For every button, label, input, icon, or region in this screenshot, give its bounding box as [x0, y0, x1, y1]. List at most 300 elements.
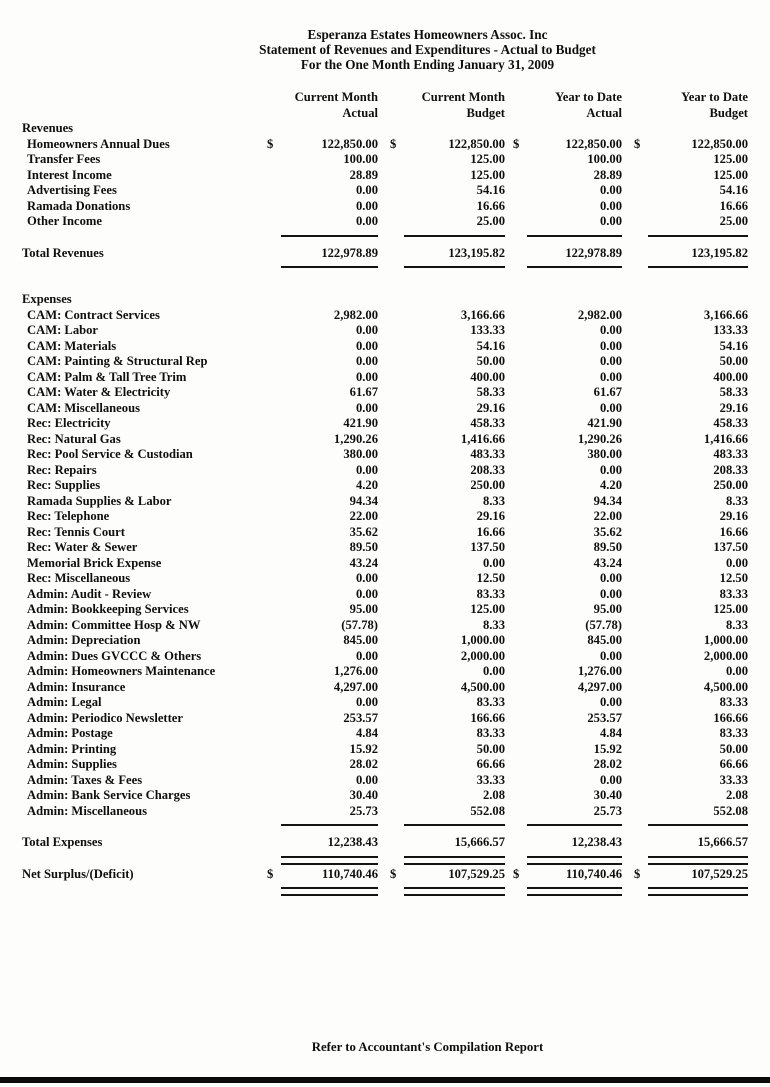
cell-value: 0.00: [599, 369, 622, 384]
cell-value: 94.34: [349, 493, 378, 508]
cell-value: 0.00: [599, 183, 622, 197]
dollar-sign: [505, 168, 527, 184]
cell-value: 380.00: [587, 447, 622, 461]
document-header: [22, 27, 748, 72]
dollar-sign: [267, 757, 281, 773]
table-row: [22, 199, 748, 215]
cell-value: 12.50: [476, 571, 505, 585]
cell-value: 208.33: [713, 462, 748, 477]
dollar-sign: $: [267, 866, 274, 881]
dollar-sign: [505, 649, 527, 665]
net-surplus-row: [22, 867, 748, 883]
dollar-sign: [622, 757, 648, 773]
row-label: Net Surplus/(Deficit): [22, 866, 134, 881]
dollar-sign: [267, 494, 281, 510]
dollar-sign: [622, 354, 648, 370]
cell-value: 4.84: [599, 726, 622, 740]
dollar-sign: $: [634, 136, 641, 151]
cell-value: 22.00: [593, 509, 622, 523]
cell-value: 0.00: [355, 571, 378, 585]
dollar-sign: [378, 556, 404, 572]
table-row: [22, 571, 748, 587]
dollar-sign: [622, 649, 648, 665]
dollar-sign: [505, 370, 527, 386]
cell-value: 380.00: [343, 447, 378, 461]
dollar-sign: [267, 432, 281, 448]
statement-title: Statement of Revenues and Expenditures - Actual to Budget: [259, 42, 596, 57]
cell-value: 0.00: [599, 338, 622, 353]
dollar-sign: [267, 199, 281, 215]
cell-value: 0.00: [725, 664, 748, 678]
cell-value: 28.02: [593, 757, 622, 771]
cell-value: 83.33: [719, 695, 748, 709]
table-row: [22, 587, 748, 603]
expenses-section-header: [22, 292, 748, 308]
dollar-sign: [267, 447, 281, 463]
cell-value: 1,000.00: [703, 633, 748, 647]
cell-value: 0.00: [599, 462, 622, 477]
page-edge-bar: [0, 1077, 770, 1083]
row-label: Transfer Fees: [27, 152, 101, 166]
cell-value: 54.16: [719, 338, 748, 353]
dollar-sign: [378, 463, 404, 479]
dollar-sign: [505, 308, 527, 324]
cell-value: 50.00: [476, 354, 505, 368]
table-row: [22, 478, 748, 494]
cell-value: 122,978.89: [565, 245, 622, 260]
cell-value: 4.84: [355, 726, 378, 740]
dollar-sign: [622, 633, 648, 649]
cell-value: 58.33: [476, 385, 505, 399]
dollar-sign: [267, 695, 281, 711]
table-row: [22, 494, 748, 510]
cell-value: 15.92: [349, 741, 378, 756]
rule-row: [22, 232, 748, 242]
cell-value: 166.66: [713, 710, 748, 725]
cell-value: 253.57: [587, 710, 622, 725]
row-label: Homeowners Annual Dues: [27, 136, 170, 151]
cell-value: 4,297.00: [577, 679, 622, 694]
dollar-sign: [622, 339, 648, 355]
cell-value: 50.00: [476, 741, 505, 756]
cell-value: 15,666.57: [697, 835, 748, 849]
cell-value: (57.78): [341, 617, 378, 632]
cell-value: 1,416.66: [460, 431, 505, 446]
dollar-sign: [622, 587, 648, 603]
dollar-sign: [505, 183, 527, 199]
table-row: [22, 509, 748, 525]
cell-value: 29.16: [719, 509, 748, 523]
dollar-sign: [378, 602, 404, 618]
cell-value: 16.66: [476, 198, 505, 213]
cell-value: 54.16: [476, 183, 505, 197]
dollar-sign: $: [267, 136, 274, 151]
row-label: Rec: Supplies: [27, 478, 101, 492]
dollar-sign: [622, 509, 648, 525]
cell-value: 29.16: [719, 400, 748, 415]
cell-value: 421.90: [587, 416, 622, 430]
org-name: Esperanza Estates Homeowners Assoc. Inc: [307, 27, 548, 42]
dollar-sign: [378, 401, 404, 417]
cell-value: 25.73: [349, 803, 378, 818]
cell-value: 552.08: [470, 803, 505, 818]
dollar-sign: [378, 183, 404, 199]
dollar-sign: [267, 556, 281, 572]
cell-value: 0.00: [355, 695, 378, 709]
table-row: [22, 416, 748, 432]
revenue-rows: [22, 137, 748, 230]
cell-value: 4,500.00: [460, 679, 505, 694]
cell-value: 0.00: [599, 648, 622, 663]
dollar-sign: [505, 416, 527, 432]
cell-value: 2,982.00: [333, 307, 378, 322]
cell-value: 250.00: [470, 478, 505, 492]
row-label: Admin: Legal: [27, 695, 102, 709]
dollar-sign: [267, 308, 281, 324]
cell-value: 458.33: [713, 416, 748, 430]
cell-value: 253.57: [343, 710, 378, 725]
col-header-ytd-budget: Year to Date Budget: [681, 90, 748, 120]
dollar-sign: [378, 540, 404, 556]
cell-value: 107,529.25: [691, 866, 748, 881]
cell-value: 35.62: [593, 524, 622, 539]
cell-value: 43.24: [349, 555, 378, 570]
cell-value: 0.00: [355, 369, 378, 384]
rule-row: [22, 263, 748, 273]
dollar-sign: [378, 447, 404, 463]
table-row: [22, 602, 748, 618]
cell-value: (57.78): [585, 617, 622, 632]
cell-value: 50.00: [719, 354, 748, 368]
dollar-sign: [267, 463, 281, 479]
dollar-sign: [505, 323, 527, 339]
dollar-sign: [622, 742, 648, 758]
cell-value: 28.89: [593, 167, 622, 182]
cell-value: 43.24: [593, 555, 622, 570]
dollar-sign: [622, 571, 648, 587]
dollar-sign: [622, 726, 648, 742]
row-label: Admin: Printing: [27, 741, 117, 756]
cell-value: 8.33: [482, 617, 505, 632]
cell-value: 25.73: [593, 803, 622, 818]
cell-value: 8.33: [725, 617, 748, 632]
cell-value: 0.00: [355, 214, 378, 228]
cell-value: 122,978.89: [321, 245, 378, 260]
dollar-sign: [622, 711, 648, 727]
cell-value: 2,000.00: [703, 648, 748, 663]
cell-value: 4.20: [355, 478, 378, 492]
cell-value: 1,000.00: [460, 633, 505, 647]
table-row: [22, 370, 748, 386]
row-label: Ramada Supplies & Labor: [27, 493, 172, 508]
dollar-sign: [378, 633, 404, 649]
cell-value: 89.50: [593, 540, 622, 554]
dollar-sign: $: [513, 136, 520, 151]
dollar-sign: [378, 494, 404, 510]
dollar-sign: [622, 494, 648, 510]
double-rule-row: [22, 884, 748, 894]
dollar-sign: [378, 168, 404, 184]
dollar-sign: [505, 339, 527, 355]
cell-value: 0.00: [599, 323, 622, 337]
row-label: Admin: Insurance: [27, 679, 126, 694]
cell-value: 4.20: [599, 478, 622, 492]
cell-value: 0.00: [355, 772, 378, 787]
column-header-row: [22, 90, 748, 121]
dollar-sign: [378, 432, 404, 448]
cell-value: 2.08: [725, 788, 748, 802]
table-row: [22, 323, 748, 339]
dollar-sign: [267, 680, 281, 696]
table-row: [22, 525, 748, 541]
cell-value: 8.33: [725, 493, 748, 508]
cell-value: 50.00: [719, 741, 748, 756]
cell-value: 83.33: [719, 586, 748, 601]
dollar-sign: [267, 385, 281, 401]
dollar-sign: [622, 416, 648, 432]
dollar-sign: [505, 618, 527, 634]
dollar-sign: [505, 602, 527, 618]
dollar-sign: [622, 773, 648, 789]
cell-value: 0.00: [355, 462, 378, 477]
cell-value: 25.00: [476, 214, 505, 228]
cell-value: 3,166.66: [460, 307, 505, 322]
cell-value: 125.00: [713, 602, 748, 616]
cell-value: 66.66: [476, 757, 505, 771]
cell-value: 458.33: [470, 416, 505, 430]
dollar-sign: [267, 664, 281, 680]
dollar-sign: [267, 354, 281, 370]
row-label: Rec: Water & Sewer: [27, 540, 138, 554]
expense-rows: [22, 308, 748, 820]
row-label: CAM: Miscellaneous: [27, 400, 140, 415]
dollar-sign: [378, 788, 404, 804]
cell-value: 16.66: [719, 524, 748, 539]
cell-value: 3,166.66: [703, 307, 748, 322]
table-row: [22, 308, 748, 324]
dollar-sign: [505, 571, 527, 587]
row-label: CAM: Labor: [27, 323, 99, 337]
dollar-sign: [378, 416, 404, 432]
row-label: Admin: Homeowners Maintenance: [27, 664, 216, 678]
table-row: [22, 447, 748, 463]
cell-value: 22.00: [349, 509, 378, 523]
cell-value: 0.00: [355, 400, 378, 415]
cell-value: 61.67: [349, 385, 378, 399]
row-label: Admin: Bookkeeping Services: [27, 602, 189, 616]
row-label: Advertising Fees: [27, 183, 117, 197]
section-label: Revenues: [22, 121, 74, 135]
dollar-sign: [378, 323, 404, 339]
row-label: CAM: Painting & Structural Rep: [27, 354, 208, 368]
table-row: [22, 649, 748, 665]
cell-value: 0.00: [355, 183, 378, 197]
dollar-sign: [505, 695, 527, 711]
cell-value: 125.00: [470, 167, 505, 182]
dollar-sign: [378, 308, 404, 324]
dollar-sign: [378, 199, 404, 215]
dollar-sign: [267, 618, 281, 634]
dollar-sign: [622, 370, 648, 386]
cell-value: 0.00: [599, 571, 622, 585]
dollar-sign: [622, 525, 648, 541]
cell-value: 58.33: [719, 385, 748, 399]
footer-note: Refer to Accountant's Compilation Report: [311, 1040, 544, 1054]
dollar-sign: [622, 183, 648, 199]
cell-value: 0.00: [599, 586, 622, 601]
dollar-sign: [505, 556, 527, 572]
dollar-sign: [622, 804, 648, 820]
dollar-sign: [505, 478, 527, 494]
row-label: Admin: Miscellaneous: [27, 803, 147, 818]
cell-value: 28.89: [349, 167, 378, 182]
dollar-sign: [378, 664, 404, 680]
dollar-sign: [267, 742, 281, 758]
dollar-sign: [505, 432, 527, 448]
row-label: Admin: Depreciation: [27, 633, 141, 647]
dollar-sign: [378, 649, 404, 665]
dollar-sign: [267, 602, 281, 618]
cell-value: 12,238.43: [327, 835, 378, 849]
dollar-sign: [505, 463, 527, 479]
dollar-sign: [505, 757, 527, 773]
table-row: [22, 680, 748, 696]
cell-value: 12.50: [719, 571, 748, 585]
dollar-sign: [505, 680, 527, 696]
cell-value: 110,740.46: [322, 866, 378, 881]
dollar-sign: [622, 152, 648, 168]
cell-value: 29.16: [476, 400, 505, 415]
cell-value: 122,850.00: [565, 136, 622, 151]
dollar-sign: [622, 463, 648, 479]
cell-value: 0.00: [355, 354, 378, 368]
cell-value: 28.02: [349, 757, 378, 771]
row-label: Rec: Electricity: [27, 416, 111, 430]
dollar-sign: [378, 757, 404, 773]
cell-value: 1,290.26: [333, 431, 378, 446]
cell-value: 107,529.25: [448, 866, 505, 881]
cell-value: 0.00: [599, 354, 622, 368]
dollar-sign: [267, 711, 281, 727]
dollar-sign: [378, 804, 404, 820]
dollar-sign: [505, 152, 527, 168]
cell-value: 4,500.00: [703, 679, 748, 694]
row-label: Total Revenues: [22, 245, 104, 260]
dollar-sign: [378, 587, 404, 603]
dollar-sign: [267, 571, 281, 587]
table-row: [22, 401, 748, 417]
cell-value: 122,850.00: [691, 136, 748, 151]
total-expenses-row: [22, 835, 748, 851]
table-row: [22, 757, 748, 773]
dollar-sign: [622, 540, 648, 556]
dollar-sign: [267, 540, 281, 556]
row-label: Admin: Dues GVCCC & Others: [27, 648, 202, 663]
cell-value: 33.33: [476, 772, 505, 787]
row-label: CAM: Contract Services: [27, 307, 160, 322]
table-row: [22, 664, 748, 680]
cell-value: 123,195.82: [691, 245, 748, 260]
cell-value: 2,982.00: [577, 307, 622, 322]
dollar-sign: [622, 447, 648, 463]
cell-value: 125.00: [713, 152, 748, 166]
col-header-current-month-actual: Current Month Actual: [294, 90, 378, 120]
dollar-sign: [378, 618, 404, 634]
cell-value: 0.00: [599, 214, 622, 228]
dollar-sign: [378, 509, 404, 525]
dollar-sign: [378, 773, 404, 789]
cell-value: 100.00: [343, 152, 378, 166]
cell-value: 25.00: [719, 214, 748, 228]
cell-value: 16.66: [476, 524, 505, 539]
row-label: Rec: Natural Gas: [27, 431, 121, 446]
cell-value: 137.50: [713, 540, 748, 554]
cell-value: 12,238.43: [571, 835, 622, 849]
dollar-sign: [378, 339, 404, 355]
dollar-sign: [622, 308, 648, 324]
cell-value: 61.67: [593, 385, 622, 399]
cell-value: 0.00: [355, 323, 378, 337]
dollar-sign: [267, 587, 281, 603]
cell-value: 845.00: [343, 633, 378, 647]
dollar-sign: [267, 214, 281, 230]
dollar-sign: [267, 525, 281, 541]
dollar-sign: [378, 478, 404, 494]
cell-value: 2.08: [482, 788, 505, 802]
dollar-sign: [505, 773, 527, 789]
period-line: For the One Month Ending January 31, 2009: [300, 57, 555, 72]
col-header-ytd-actual: Year to Date Actual: [555, 90, 622, 120]
dollar-sign: [378, 695, 404, 711]
cell-value: 1,416.66: [703, 431, 748, 446]
dollar-sign: [622, 695, 648, 711]
row-label: CAM: Water & Electricity: [27, 385, 171, 399]
dollar-sign: [267, 788, 281, 804]
row-label: Admin: Committee Hosp & NW: [27, 617, 201, 632]
table-row: [22, 385, 748, 401]
dollar-sign: [505, 788, 527, 804]
dollar-sign: [267, 323, 281, 339]
dollar-sign: $: [390, 866, 397, 881]
cell-value: 208.33: [470, 462, 505, 477]
dollar-sign: [505, 354, 527, 370]
row-label: Rec: Miscellaneous: [27, 571, 131, 585]
col-header-current-month-budget: Current Month Budget: [421, 90, 505, 120]
cell-value: 166.66: [470, 710, 505, 725]
dollar-sign: [378, 711, 404, 727]
dollar-sign: [267, 152, 281, 168]
cell-value: 4,297.00: [333, 679, 378, 694]
dollar-sign: [622, 478, 648, 494]
dollar-sign: [267, 804, 281, 820]
cell-value: 1,276.00: [333, 664, 378, 678]
cell-value: 1,290.26: [577, 431, 622, 446]
dollar-sign: [505, 664, 527, 680]
table-row: [22, 137, 748, 153]
cell-value: 0.00: [355, 338, 378, 353]
dollar-sign: [267, 726, 281, 742]
cell-value: 83.33: [476, 726, 505, 740]
cell-value: 0.00: [355, 586, 378, 601]
row-label: Total Expenses: [22, 835, 103, 849]
cell-value: 89.50: [349, 540, 378, 554]
dollar-sign: $: [390, 136, 397, 151]
table-row: [22, 168, 748, 184]
row-label: Admin: Taxes & Fees: [27, 772, 143, 787]
dollar-sign: [267, 339, 281, 355]
total-revenues-row: [22, 246, 748, 262]
dollar-sign: [378, 742, 404, 758]
